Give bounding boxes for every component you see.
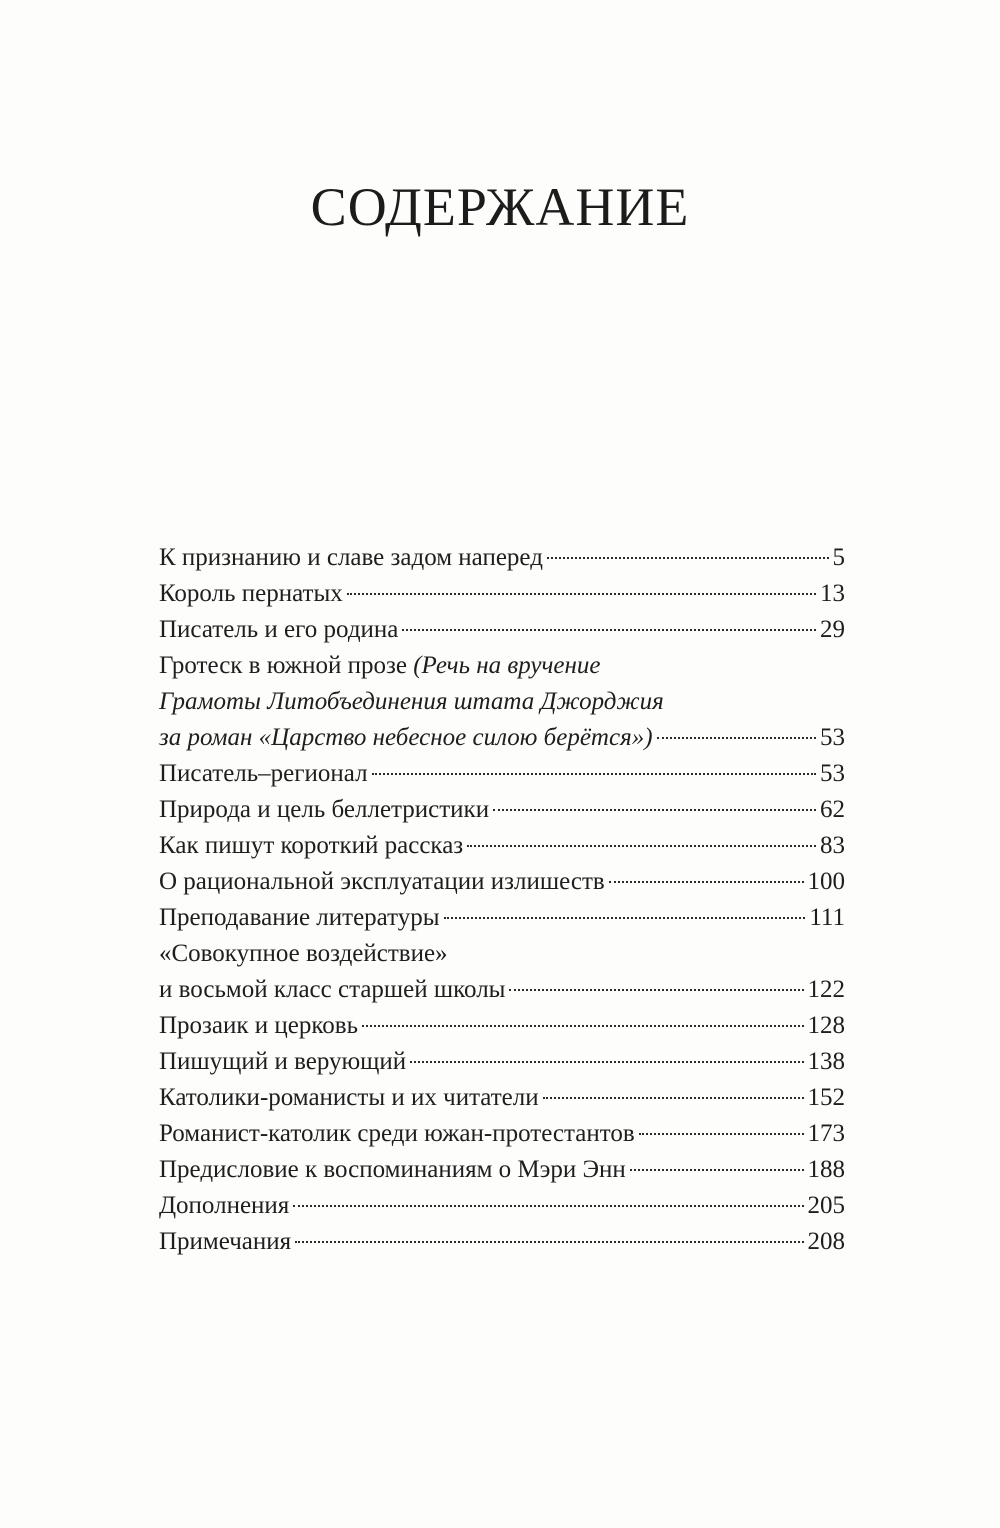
toc-entry-page: 188 (807, 1156, 845, 1183)
dot-leader (657, 737, 816, 739)
toc-entry-title: Предисловие к воспоминаниям о Мэри Энн (159, 1156, 626, 1183)
toc-entry[interactable] (159, 1116, 845, 1152)
dot-leader (347, 593, 816, 595)
toc-entry[interactable] (159, 756, 845, 792)
dot-leader (630, 1169, 804, 1171)
toc-entry-title: Прозаик и церковь (159, 1012, 358, 1039)
toc-entry[interactable] (159, 612, 845, 648)
toc-entry-subtitle: (Речь на вручение (413, 652, 601, 679)
toc-entry-page: 152 (807, 1084, 845, 1111)
toc-entry-title: Писатель и его родина (159, 616, 399, 643)
dot-leader (402, 629, 816, 631)
toc-entry-subtitle: Грамоты Литобъединения штата Джорджия (159, 688, 664, 715)
toc-entry[interactable] (159, 540, 845, 576)
dot-leader (444, 917, 806, 919)
toc-entry-title: и восьмой класс старшей школы (159, 976, 506, 1003)
toc-entry[interactable] (159, 1224, 845, 1260)
table-of-contents (159, 540, 845, 1260)
toc-entry-page: 205 (807, 1192, 845, 1219)
toc-entry-title: Пишущий и верующий (159, 1048, 407, 1075)
toc-entry[interactable] (159, 576, 845, 612)
toc-entry-title: «Совокупное воздействие» (159, 940, 448, 967)
dot-leader (493, 809, 816, 811)
toc-entry[interactable] (159, 648, 845, 756)
toc-entry-page: 173 (807, 1120, 845, 1147)
toc-entry[interactable] (159, 1008, 845, 1044)
toc-entry-page: 111 (809, 904, 845, 931)
toc-entry-page: 122 (807, 976, 845, 1003)
toc-entry-page: 128 (807, 1012, 845, 1039)
toc-entry-title: О рациональной эксплуатации излишеств (159, 868, 605, 895)
toc-entry-page: 62 (820, 796, 845, 823)
toc-entry-title: Природа и цель беллетристики (159, 796, 490, 823)
toc-entry-title: Романист-католик среди южан-протестантов (159, 1120, 635, 1147)
toc-entry[interactable] (159, 1044, 845, 1080)
toc-entry-title: Дополнения (159, 1192, 290, 1219)
toc-entry-page: 100 (807, 868, 845, 895)
toc-entry-page: 53 (820, 760, 845, 787)
toc-entry[interactable] (159, 864, 845, 900)
dot-leader (295, 1241, 803, 1243)
dot-leader (639, 1133, 804, 1135)
toc-entry-title: Как пишут короткий рассказ (159, 832, 464, 859)
dot-leader (410, 1061, 803, 1063)
toc-entry-page: 29 (820, 616, 845, 643)
toc-entry-title: Примечания (159, 1228, 292, 1255)
toc-entry-page: 138 (807, 1048, 845, 1075)
toc-entry[interactable] (159, 1188, 845, 1224)
toc-entry[interactable] (159, 936, 845, 1008)
toc-entry-page: 5 (832, 544, 845, 571)
toc-entry-title: Писатель–регионал (159, 760, 368, 787)
page-title: СОДЕРЖАНИЕ (310, 177, 690, 237)
dot-leader (362, 1025, 804, 1027)
dot-leader (543, 1097, 804, 1099)
dot-leader (509, 989, 803, 991)
toc-entry-title: К признанию и славе задом наперед (159, 544, 543, 571)
toc-entry-subtitle: за роман «Царство небесное силою берётся») (159, 724, 653, 751)
dot-leader (547, 557, 829, 559)
toc-entry[interactable] (159, 792, 845, 828)
toc-entry-title: Гротеск в южной прозе (159, 652, 414, 679)
dot-leader (372, 773, 816, 775)
dot-leader (293, 1205, 803, 1207)
toc-entry[interactable] (159, 1152, 845, 1188)
toc-entry[interactable] (159, 900, 845, 936)
toc-entry-title: Король пернатых (159, 580, 343, 607)
dot-leader (467, 845, 816, 847)
dot-leader (609, 881, 804, 883)
toc-entry-page: 208 (807, 1228, 845, 1255)
toc-entry-title: Преподавание литературы (159, 904, 440, 931)
toc-entry-page: 53 (820, 724, 845, 751)
toc-entry-title: Католики-романисты и их читатели (159, 1084, 539, 1111)
toc-entry[interactable] (159, 828, 845, 864)
toc-entry-page: 83 (820, 832, 845, 859)
toc-entry-page: 13 (820, 580, 845, 607)
toc-entry[interactable] (159, 1080, 845, 1116)
